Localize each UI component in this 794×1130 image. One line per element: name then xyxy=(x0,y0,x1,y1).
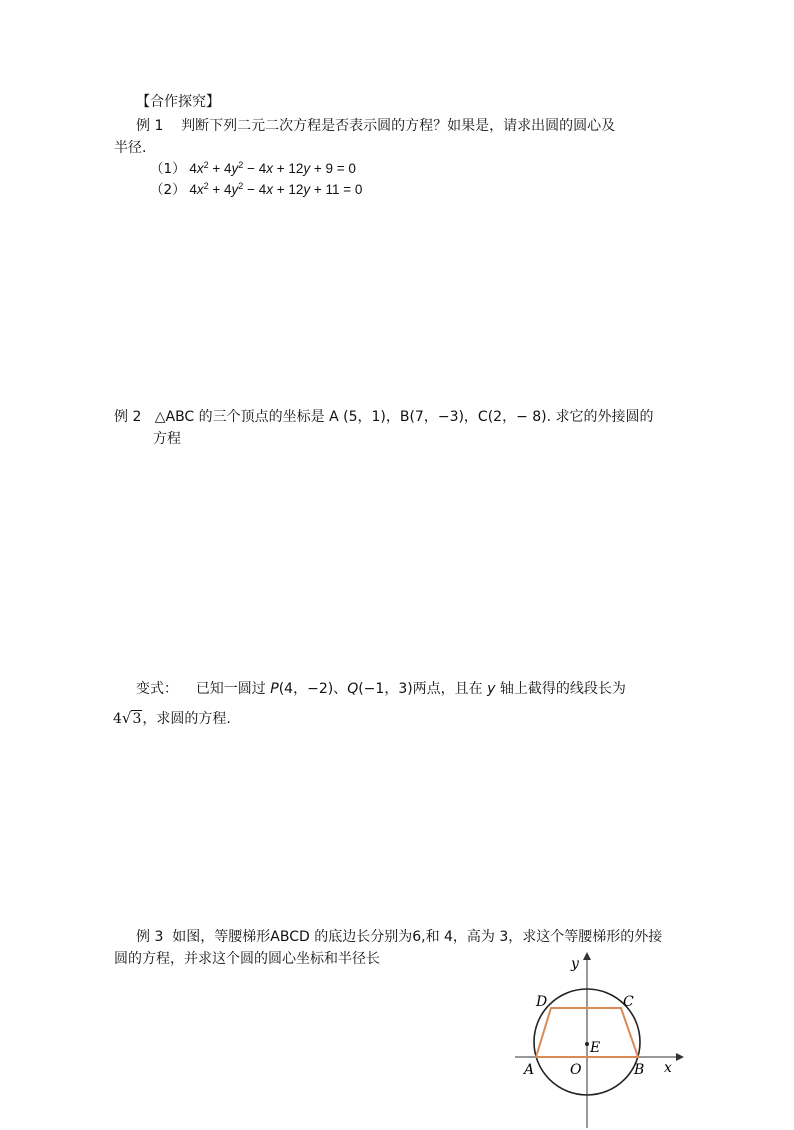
label-d: D xyxy=(536,994,548,1010)
label-a: A xyxy=(524,1062,535,1078)
label-c: C xyxy=(623,994,634,1010)
label-e: E xyxy=(590,1040,601,1056)
sqrt-radicand: 3 xyxy=(132,711,142,727)
sqrt-expression xyxy=(113,709,142,728)
example-2-text: △ABC 的三个顶点的坐标是 A (5，1)，B(7，−3)，C(2，− 8). 求它的外接圆的 xyxy=(154,409,654,425)
trapezoid-circle-figure xyxy=(510,950,690,1130)
example-3-line2: 圆的方程，并求这个圆的圆心坐标和半径长 xyxy=(114,951,380,967)
variant-label: 变式： xyxy=(136,681,178,697)
y-variable: y xyxy=(487,681,496,697)
item-number: （2） xyxy=(150,182,186,198)
variant-text-b: 轴上截得的线段长为 xyxy=(499,681,626,697)
variant-line2 xyxy=(113,709,231,728)
sqrt-sign: √ xyxy=(121,709,132,727)
example-2-line1 xyxy=(114,408,654,426)
example-1-text: 判断下列二元二次方程是否表示圆的方程？如果是，请求出圆的圆心及 xyxy=(181,118,616,134)
example-3-label: 例 3 xyxy=(136,929,164,945)
variant-text-a: 已知一圆过 xyxy=(195,681,266,697)
point-q: Q xyxy=(347,681,359,697)
label-b: B xyxy=(634,1062,645,1078)
label-y: y xyxy=(571,956,579,972)
example-3-line1 xyxy=(136,928,662,946)
example-2-label: 例 2 xyxy=(114,409,142,425)
example-1-line1 xyxy=(136,117,615,135)
label-x: x xyxy=(664,1060,672,1076)
example-1-item-1 xyxy=(150,160,356,178)
point-p: P xyxy=(270,681,279,697)
point-p-coord: (4，−2)、 xyxy=(278,681,348,697)
variant-line1 xyxy=(136,680,626,698)
example-2-line2: 方程 xyxy=(153,431,181,447)
variant-text-c: ，求圆的方程. xyxy=(142,711,231,727)
center-point-e xyxy=(585,1042,589,1046)
equation-1: $4x^2 + 4y^2 - 4x + 12y + 9 = 0$ xyxy=(189,160,356,176)
example-1-item-2 xyxy=(150,181,362,199)
example-1-label: 例 1 xyxy=(136,118,164,134)
sqrt-coefficient: 4 xyxy=(113,711,122,727)
item-number: （1） xyxy=(150,161,186,177)
example-1-line2: 半径. xyxy=(114,140,147,156)
equation-2: $4x^2 + 4y^2 - 4x + 12y + 11 = 0$ xyxy=(189,181,363,197)
label-o: O xyxy=(570,1062,582,1078)
point-q-coord: (−1，3)两点，且在 xyxy=(358,681,483,697)
example-3-text: 如图，等腰梯形ABCD 的底边长分别为6,和 4，高为 3，求这个等腰梯形的外接 xyxy=(172,929,663,945)
section-title: 【合作探究】 xyxy=(136,94,220,110)
